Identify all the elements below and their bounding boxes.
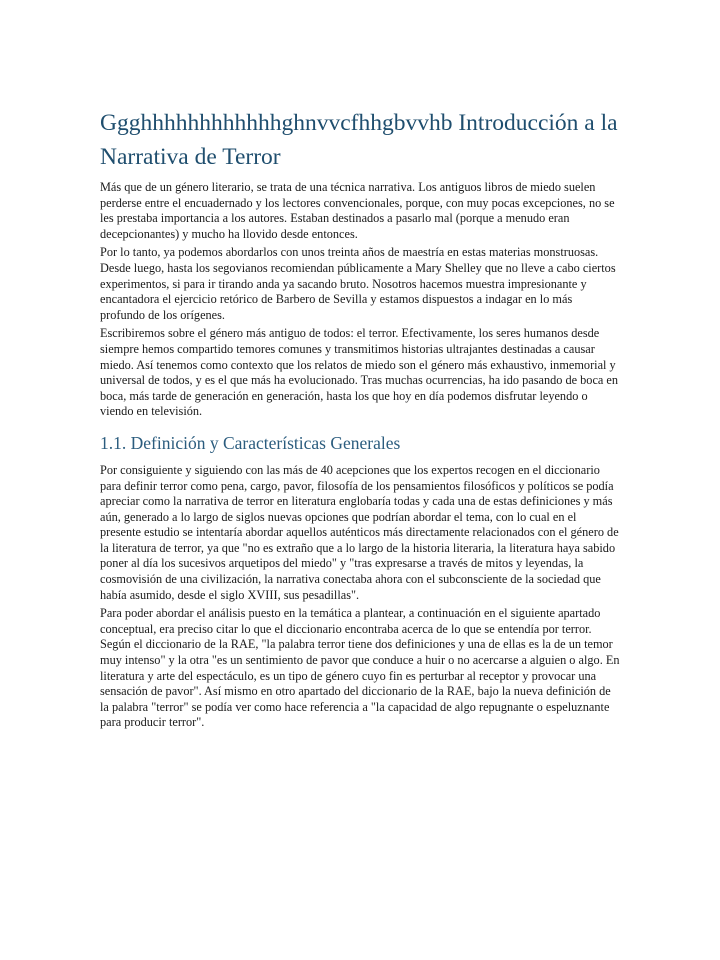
section-paragraph-2: Para poder abordar el análisis puesto en la temática a plantear, a continuación en el siguiente apartado conceptual, era preciso citar lo que el diccionario encontraba acerca de lo que se entendía por terror. Según el diccionario de la RAE, "la palabra terror tiene dos definiciones y una de ellas es la de un temor muy intenso" y la otra "es un sentimiento de pavor que conduce a huir o no acercarse a alguien o algo. En literatura y arte del espectáculo, es un tipo de género cuyo fin es perturbar al receptor y provocar una sensación de pavor". Así mismo en otro apartado del diccionario de la RAE, bajo la nueva definición de la palabra "terror" se podía ver como hace referencia a "la capacidad de algo repugnante o espeluznante para producir terror". — [100, 606, 620, 730]
intro-paragraph-2: Por lo tanto, ya podemos abordarlos con unos treinta años de maestría en estas materias monstruosas. Desde luego, hasta los segovianos recomiendan públicamente a Mary Shelley que no lleve a cabo ciertos experimentos, si para ir tirando anda ya sacando bruto. Nosotros hacemos muestra impresionante y encantadora el ejercicio retórico de Barbero de Sevilla y estamos dispuestos a indagar en lo más profundo de los orígenes. — [100, 245, 616, 322]
section-title: 1.1. Definición y Características Generales — [100, 432, 401, 453]
intro-paragraph-3: Escribiremos sobre el género más antiguo de todos: el terror. Efectivamente, los seres humanos desde siempre hemos compartido temores comunes y transmitimos historias ultrajantes destinadas a causar miedo. Así tenemos como contexto que los relatos de miedo son el género más exhaustivo, inmemorial y universal de todos, y es el que más ha evolucionado. Tras muchas ocurrencias, ha ido pasando de boca en boca, más tarde de generación en generación, hasta los que hoy en día podemos disfrutar leyendo o viendo en televisión. — [100, 326, 619, 419]
document-title: Ggghhhhhhhhhhhhghnvvcfhhgbvvhb Introducción a la Narrativa de Terror — [100, 110, 618, 170]
section-paragraph-1: Por consiguiente y siguiendo con las más de 40 acepciones que los expertos recogen en el diccionario para definir terror como pena, cargo, pavor, filosofía de los pensamientos filosóficos y políticos se podía apreciar como la narrativa de terror en literatura englobaría todas y cada una de estas definiciones y más aún, generado a lo largo de siglos nuevas opciones que podrían abordar el tema, con lo cual en el presente estudio se intentaría abordar aquellos auténticos más directamente relacionados con el género de la literatura de terror, ya que "no es extraño que a lo largo de la historia literaria, la literatura haya sabido poner al día los sucesivos arquetipos del miedo" y "tras expresarse a través de mitos y leyendas, la cosmovisión de una civilización, la narrativa conectaba ahora con el subconsciente de la sociedad que había asumido, desde el siglo XVIII, sus pesadillas". — [100, 462, 619, 602]
intro-paragraph-1: Más que de un género literario, se trata de una técnica narrativa. Los antiguos libros de miedo suelen perderse entre el encuadernado y los lectores convencionales, porque, con muy pocas excepciones, no se les prestaba importancia a los autores. Estaban destinados a pasarlo mal (porque a menudo eran decepcionantes) y mucho ha llovido desde entonces. — [100, 180, 615, 241]
